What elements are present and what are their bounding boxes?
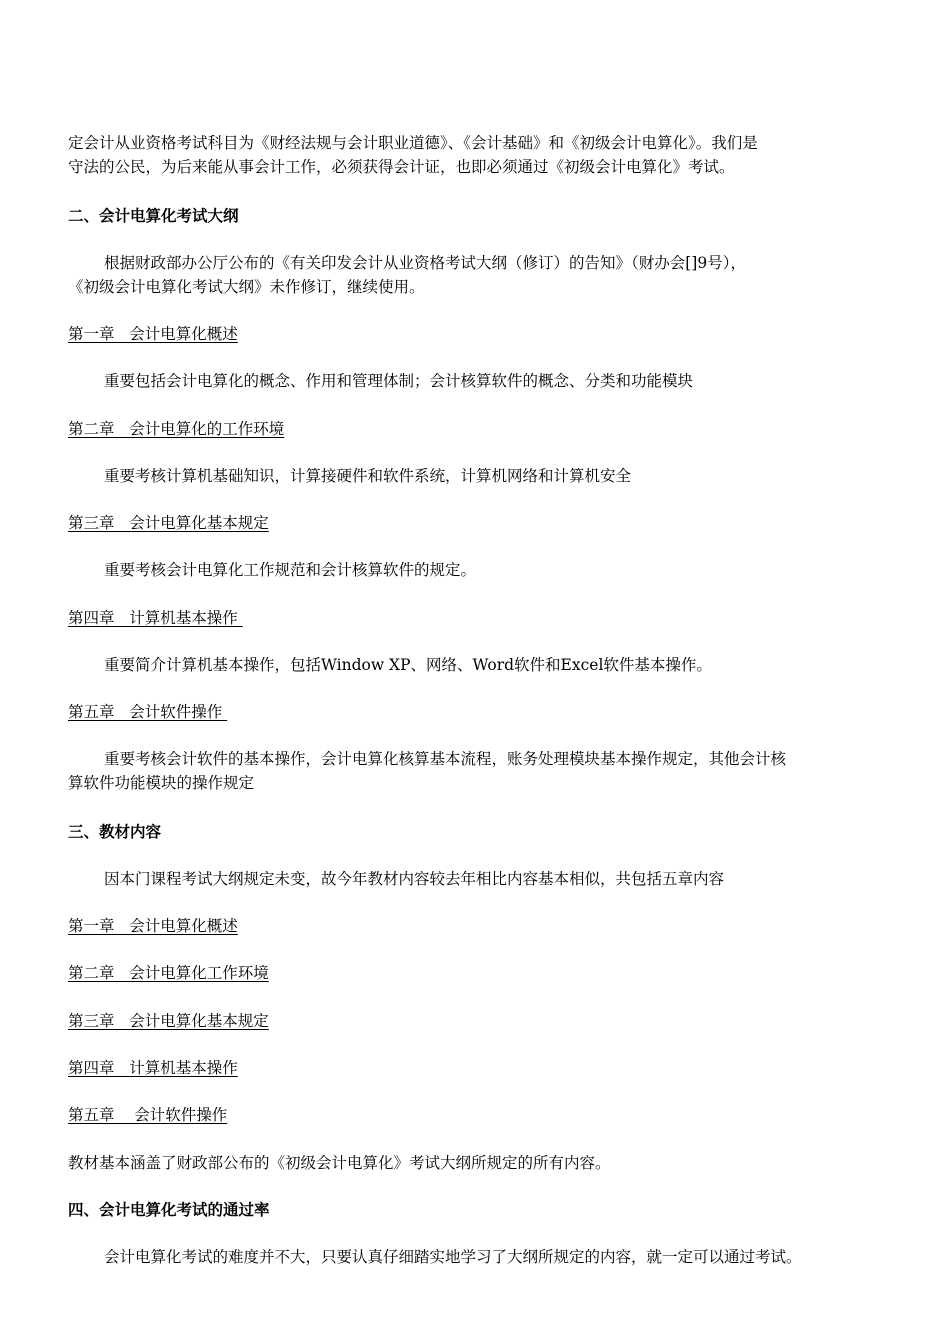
outline-intro-paragraph (68, 251, 883, 299)
outline-chapter-5-desc (68, 747, 883, 795)
outline-chapter-5-desc-line-1: 重要考核会计软件的基本操作，会计电算化核算基本流程，账务处理模块基本操作规定，其他会计核 (104, 750, 787, 768)
intro-line-2: 守法的公民，为后来能从事会计工作，必须获得会计证，也即必须通过《初级会计电算化》考试。 (68, 158, 735, 176)
outline-chapter-4-title: 第四章 计算机基本操作 (68, 609, 243, 627)
textbook-chapter-5: 第五章 会计软件操作 (68, 1106, 228, 1124)
textbook-chapter-3: 第三章 会计电算化基本规定 (68, 1012, 269, 1030)
outline-chapter-5-desc-line-2: 算软件功能模块的操作规定 (68, 774, 255, 792)
outline-chapter-5-title: 第五章 会计软件操作 (68, 703, 228, 721)
intro-line-1: 定会计从业资格考试科目为《财经法规与会计职业道德》、《会计基础》和《初级会计电算化》。我们是 (68, 134, 758, 152)
outline-chapter-4-desc: 重要简介计算机基本操作，包括Window XP、网络、Word软件和Excel软件基本操作。 (104, 656, 712, 674)
textbook-closing-paragraph: 教材基本涵盖了财政部公布的《初级会计电算化》考试大纲所规定的所有内容。 (68, 1154, 611, 1172)
section-heading-exam-outline: 二、会计电算化考试大纲 (68, 206, 239, 225)
textbook-chapter-4: 第四章 计算机基本操作 (68, 1059, 238, 1077)
outline-chapter-3-desc: 重要考核会计电算化工作规范和会计核算软件的规定。 (104, 561, 477, 579)
section-heading-textbook-content: 三、教材内容 (68, 822, 162, 841)
outline-chapter-1-title: 第一章 会计电算化概述 (68, 325, 238, 343)
textbook-intro-paragraph: 因本门课程考试大纲规定未变，故今年教材内容较去年相比内容基本相似，共包括五章内容 (104, 870, 725, 888)
outline-chapter-1-desc: 重要包括会计电算化的概念、作用和管理体制；会计核算软件的概念、分类和功能模块 (104, 372, 694, 390)
textbook-chapter-2: 第二章 会计电算化工作环境 (68, 964, 269, 982)
section-heading-pass-rate: 四、会计电算化考试的通过率 (68, 1200, 270, 1219)
intro-paragraph (68, 131, 883, 179)
outline-chapter-3-title: 第三章 会计电算化基本规定 (68, 514, 269, 532)
outline-intro-line-1: 根据财政部办公厅公布的《有关印发会计从业资格考试大纲（修订）的告知》（财办会[]9号）， (104, 254, 746, 272)
pass-rate-paragraph: 会计电算化考试的难度并不大，只要认真仔细踏实地学习了大纲所规定的内容，就一定可以通过考试。 (104, 1248, 802, 1266)
outline-chapter-2-title: 第二章 会计电算化的工作环境 (68, 420, 285, 438)
outline-chapter-2-desc: 重要考核计算机基础知识，计算接硬件和软件系统，计算机网络和计算机安全 (104, 467, 632, 485)
textbook-chapter-1: 第一章 会计电算化概述 (68, 917, 238, 935)
outline-intro-line-2: 《初级会计电算化考试大纲》未作修订，继续使用。 (68, 278, 425, 296)
